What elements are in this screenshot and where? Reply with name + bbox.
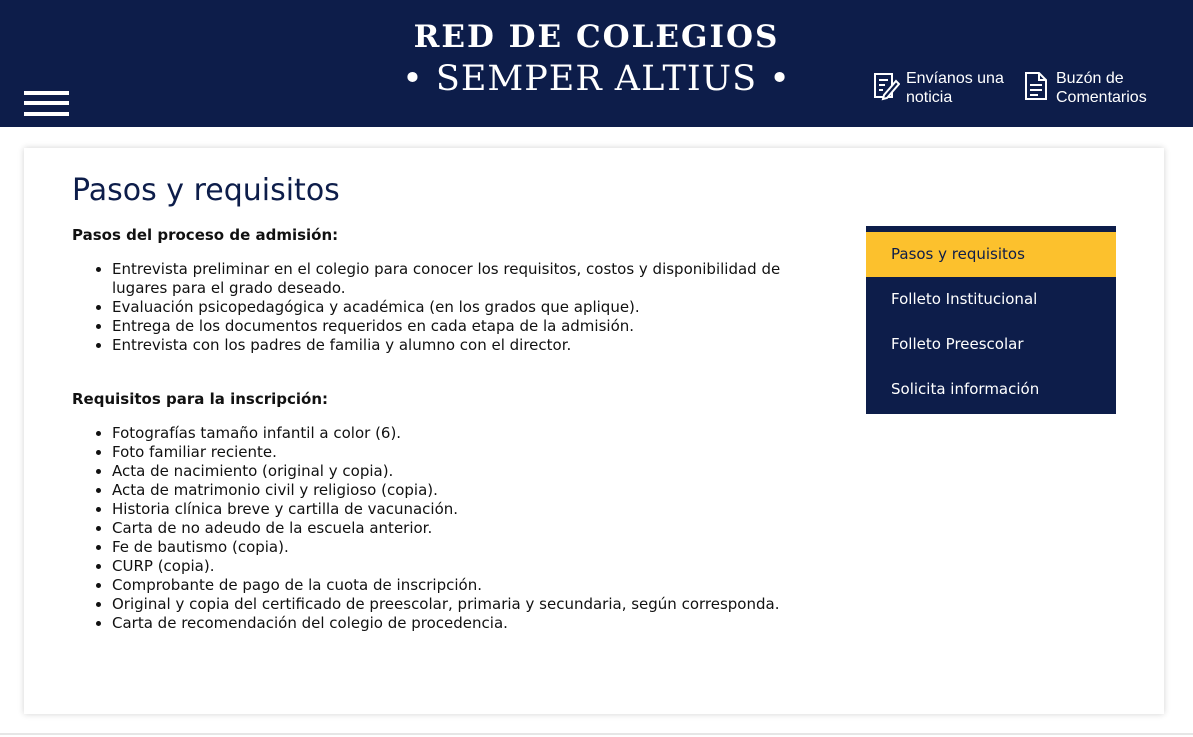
list-item: • CURP (copia). — [112, 557, 832, 576]
requirements-list — [72, 424, 832, 633]
list-item: • Comprobante de pago de la cuota de inscripción. — [112, 576, 832, 595]
steps-list — [72, 260, 832, 355]
content-card — [24, 148, 1164, 714]
side-menu — [866, 226, 1116, 414]
list-item: • Acta de nacimiento (original y copia). — [112, 462, 832, 481]
comments-mailbox-label: Buzón de Comentarios — [1056, 70, 1147, 106]
logo-line-1: RED DE COLEGIOS — [413, 19, 780, 55]
document-icon — [1022, 71, 1050, 101]
send-news-link[interactable] — [872, 69, 1018, 107]
list-item: • Acta de matrimonio civil y religioso (copia). — [112, 481, 832, 500]
edit-document-icon — [872, 71, 900, 101]
main-content — [72, 226, 832, 633]
list-item: • Fe de bautismo (copia). — [112, 538, 832, 557]
list-item: • Original y copia del certificado de preescolar, primaria y secundaria, según corresponda. — [112, 595, 832, 614]
comments-mailbox-link[interactable] — [1022, 69, 1166, 107]
side-menu-item-institutional-brochure[interactable]: Folleto Institucional — [891, 290, 1038, 308]
list-item: • Carta de no adeudo de la escuela anterior. — [112, 519, 832, 538]
list-item: • Historia clínica breve y cartilla de vacunación. — [112, 500, 832, 519]
list-item: • Entrega de los documentos requeridos en cada etapa de la admisión. — [112, 317, 832, 336]
list-item: • Entrevista con los padres de familia y alumno con el director. — [112, 336, 832, 355]
list-item: • Evaluación psicopedagógica y académica (en los grados que aplique). — [112, 298, 832, 317]
list-item: • Entrevista preliminar en el colegio para conocer los requisitos, costos y disponibilidad de lugares para el grado deseado. — [112, 260, 832, 298]
footer-divider — [0, 733, 1193, 735]
site-header — [0, 0, 1193, 127]
steps-heading: Pasos del proceso de admisión: — [72, 226, 339, 244]
list-item: • Foto familiar reciente. — [112, 443, 832, 462]
list-item: • Carta de recomendación del colegio de procedencia. — [112, 614, 832, 633]
page-title: Pasos y requisitos — [72, 173, 340, 208]
side-menu-item-steps-requirements[interactable]: Pasos y requisitos — [866, 232, 1116, 277]
side-menu-item-request-information[interactable]: Solicita información — [891, 380, 1040, 398]
list-item: • Fotografías tamaño infantil a color (6). — [112, 424, 832, 443]
logo-line-2: • SEMPER ALTIUS • — [402, 59, 791, 99]
side-menu-item-preschool-brochure[interactable]: Folleto Preescolar — [891, 335, 1024, 353]
send-news-label: Envíanos una noticia — [906, 70, 1004, 106]
requirements-heading: Requisitos para la inscripción: — [72, 390, 328, 408]
